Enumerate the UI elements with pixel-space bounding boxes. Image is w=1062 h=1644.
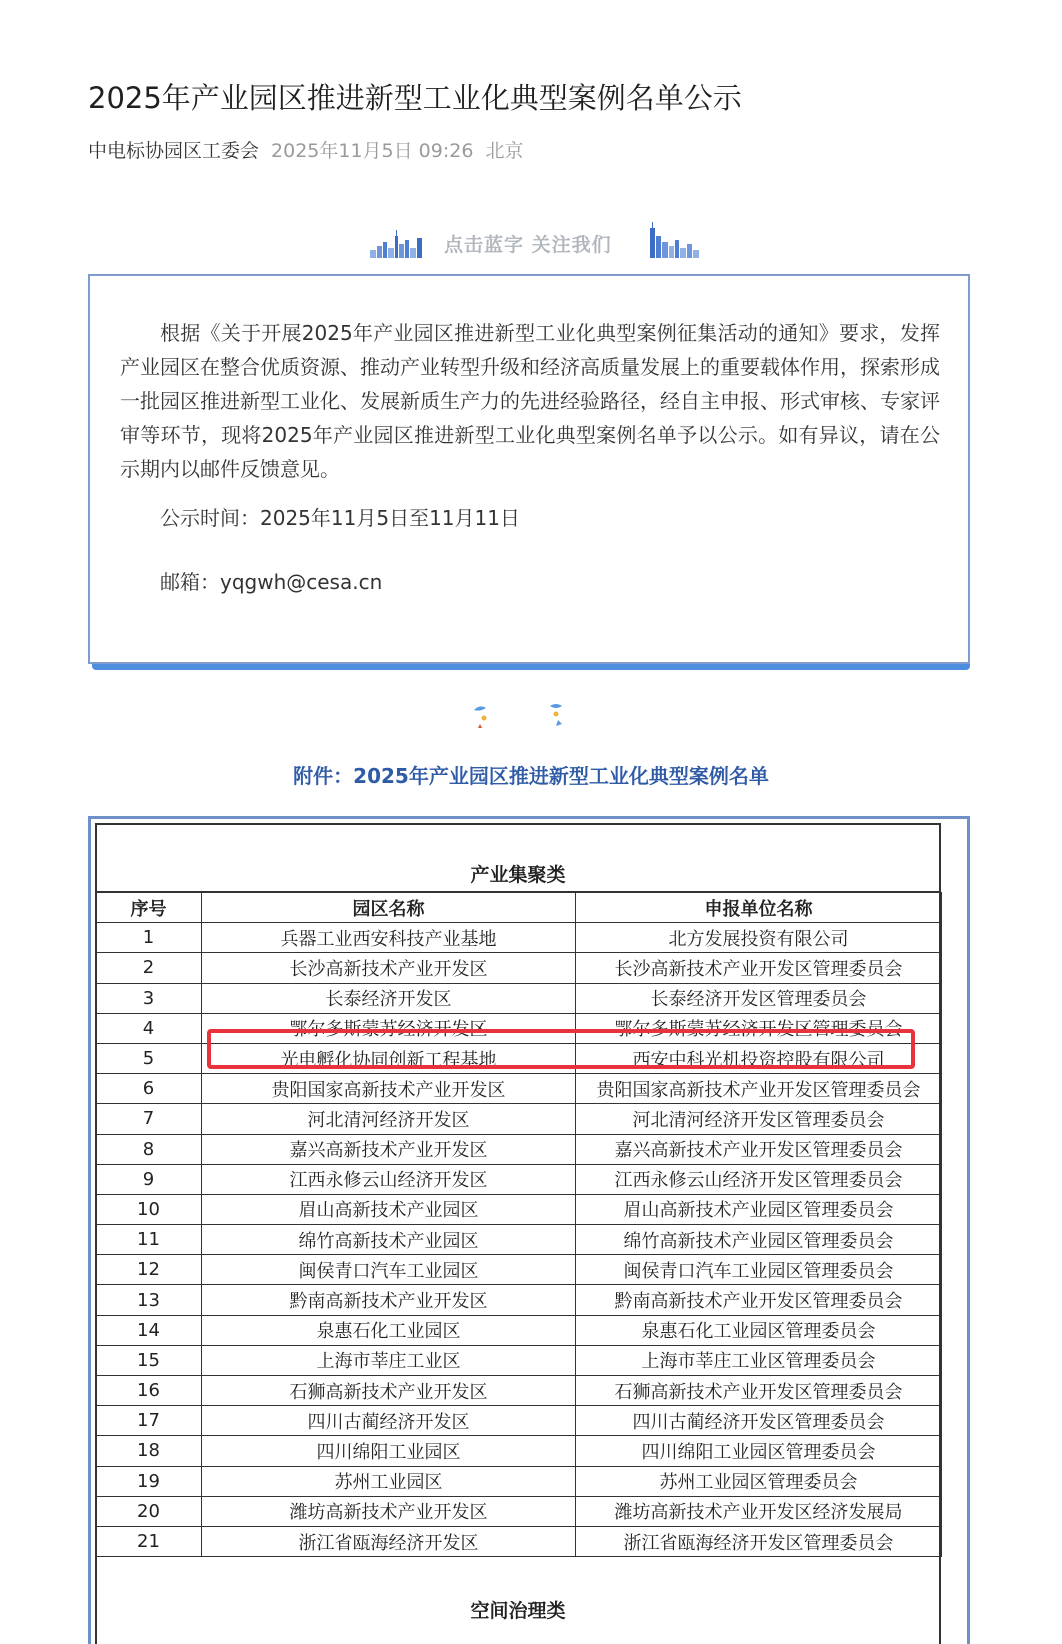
cell-park-name: 闽侯青口汽车工业园区 [202,1255,576,1285]
cell-unit-name: 鄂尔多斯蒙苏经济开发区管理委员会 [576,1013,942,1043]
cell-unit-name: 浙江省瓯海经济开发区管理委员会 [576,1526,942,1556]
notice-period: 公示时间：2025年11月5日至11月11日 [160,506,520,530]
cell-unit-name: 北方发展投资有限公司 [576,923,942,953]
cell-no: 1 [96,923,202,953]
cell-no: 12 [96,1255,202,1285]
cell-no: 19 [96,1466,202,1496]
publish-time: 2025年11月5日 09:26 [271,140,474,162]
table-row [96,1376,942,1406]
cell-unit-name: 泉惠石化工业园区管理委员会 [576,1315,942,1345]
cell-park-name: 苏州工业园区 [202,1466,576,1496]
cell-unit-name: 眉山高新技术产业园区管理委员会 [576,1194,942,1224]
cell-park-name: 眉山高新技术产业园区 [202,1194,576,1224]
table-row [96,953,942,983]
attachment-title: 附件：2025年产业园区推进新型工业化典型案例名单 [293,764,769,788]
cell-no: 13 [96,1285,202,1315]
table-row [96,1406,942,1436]
article-title: 2025年产业园区推进新型工业化典型案例名单公示 [88,81,742,115]
table-row [96,1104,942,1134]
cell-no: 8 [96,1134,202,1164]
cell-no: 9 [96,1164,202,1194]
table-row [96,1194,942,1224]
table-header-row [96,893,942,923]
table-row [96,983,942,1013]
table-row [96,1013,942,1043]
notice-box [88,274,970,664]
cell-park-name: 潍坊高新技术产业开发区 [202,1496,576,1526]
cell-no: 4 [96,1013,202,1043]
table-row [96,923,942,953]
cell-unit-name: 长沙高新技术产业开发区管理委员会 [576,953,942,983]
cell-park-name: 鄂尔多斯蒙苏经济开发区 [202,1013,576,1043]
header-no: 序号 [96,893,202,923]
section-title-text: 产业集聚类 [470,864,566,886]
cell-park-name: 泉惠石化工业园区 [202,1315,576,1345]
header-unit: 申报单位名称 [576,893,942,923]
cell-unit-name: 潍坊高新技术产业开发区经济发展局 [576,1496,942,1526]
cell-unit-name: 江西永修云山经济开发区管理委员会 [576,1164,942,1194]
cell-park-name: 嘉兴高新技术产业开发区 [202,1134,576,1164]
article-meta [88,136,523,163]
cell-unit-name: 西安中科光机投资控股有限公司 [576,1043,942,1073]
cell-unit-name: 嘉兴高新技术产业开发区管理委员会 [576,1134,942,1164]
follow-text: 点击蓝字 关注我们 [444,234,612,256]
cell-park-name: 浙江省瓯海经济开发区 [202,1526,576,1556]
city-skyline-icon [370,228,426,258]
cell-no: 3 [96,983,202,1013]
table-row [96,1164,942,1194]
cell-no: 10 [96,1194,202,1224]
cell-no: 21 [96,1526,202,1556]
table-row [96,1074,942,1104]
header-park: 园区名称 [202,893,576,923]
cell-unit-name: 河北清河经济开发区管理委员会 [576,1104,942,1134]
cell-unit-name: 四川古蔺经济开发区管理委员会 [576,1406,942,1436]
table-row [96,1345,942,1375]
table-row [96,1043,942,1073]
notice-text [120,316,940,486]
section-title [97,825,939,892]
cell-park-name: 黔南高新技术产业开发区 [202,1285,576,1315]
cell-park-name: 河北清河经济开发区 [202,1104,576,1134]
cell-unit-name: 四川绵阳工业园区管理委员会 [576,1436,942,1466]
cell-park-name: 兵器工业西安科技产业基地 [202,923,576,953]
table-row [96,1134,942,1164]
cell-park-name: 石狮高新技术产业开发区 [202,1376,576,1406]
cell-park-name: 长沙高新技术产业开发区 [202,953,576,983]
decorative-drops-icon [470,700,580,730]
cell-park-name: 光电孵化协同创新工程基地 [202,1043,576,1073]
section-title [97,1557,939,1623]
cell-no: 20 [96,1496,202,1526]
table-row [96,1526,942,1556]
table-row [96,1496,942,1526]
cell-unit-name: 闽侯青口汽车工业园区管理委员会 [576,1255,942,1285]
case-table [95,823,941,1644]
cell-no: 11 [96,1225,202,1255]
case-table-frame [88,816,970,1644]
cell-park-name: 绵竹高新技术产业园区 [202,1225,576,1255]
cell-unit-name: 绵竹高新技术产业园区管理委员会 [576,1225,942,1255]
table-row [96,1466,942,1496]
section-title-text: 空间治理类 [470,1600,566,1623]
notice-paragraph: 根据《关于开展2025年产业园区推进新型工业化典型案例征集活动的通知》要求，发挥产业园区在整合优质资源、推动产业转型升级和经济高质量发展上的重要载体作用，探索形成一批园区推进新型工业化、发展新质生产力的先进经验路径，经自主申报、形式审核、专家评审等环节，现将2025年产业园区推进新型工业化典型案例名单予以公示。如有异议，请在公示期内以邮件反馈意见。 [120,321,940,481]
cell-unit-name: 长泰经济开发区管理委员会 [576,983,942,1013]
notice-email[interactable]: 邮箱：yqgwh@cesa.cn [160,570,383,594]
cell-unit-name: 上海市莘庄工业区管理委员会 [576,1345,942,1375]
cell-no: 17 [96,1406,202,1436]
table-row [96,1225,942,1255]
cell-park-name: 长泰经济开发区 [202,983,576,1013]
table-row [96,1285,942,1315]
city-skyline-icon [650,222,700,258]
table-row [96,1315,942,1345]
cell-unit-name: 贵阳国家高新技术产业开发区管理委员会 [576,1074,942,1104]
cell-park-name: 四川古蔺经济开发区 [202,1406,576,1436]
cell-no: 16 [96,1376,202,1406]
cell-no: 15 [96,1345,202,1375]
notice-bottom-bar [92,664,970,670]
cell-park-name: 贵阳国家高新技术产业开发区 [202,1074,576,1104]
follow-banner[interactable] [370,222,700,262]
cell-no: 5 [96,1043,202,1073]
cell-unit-name: 石狮高新技术产业开发区管理委员会 [576,1376,942,1406]
case-list-table [95,892,942,1557]
cell-no: 18 [96,1436,202,1466]
cell-no: 2 [96,953,202,983]
cell-no: 6 [96,1074,202,1104]
cell-park-name: 四川绵阳工业园区 [202,1436,576,1466]
table-row [96,1255,942,1285]
table-row [96,1436,942,1466]
cell-unit-name: 黔南高新技术产业开发区管理委员会 [576,1285,942,1315]
cell-no: 14 [96,1315,202,1345]
author-name[interactable]: 中电标协园区工委会 [88,140,260,162]
cell-no: 7 [96,1104,202,1134]
publish-location: 北京 [485,140,524,162]
cell-park-name: 上海市莘庄工业区 [202,1345,576,1375]
cell-park-name: 江西永修云山经济开发区 [202,1164,576,1194]
cell-unit-name: 苏州工业园区管理委员会 [576,1466,942,1496]
